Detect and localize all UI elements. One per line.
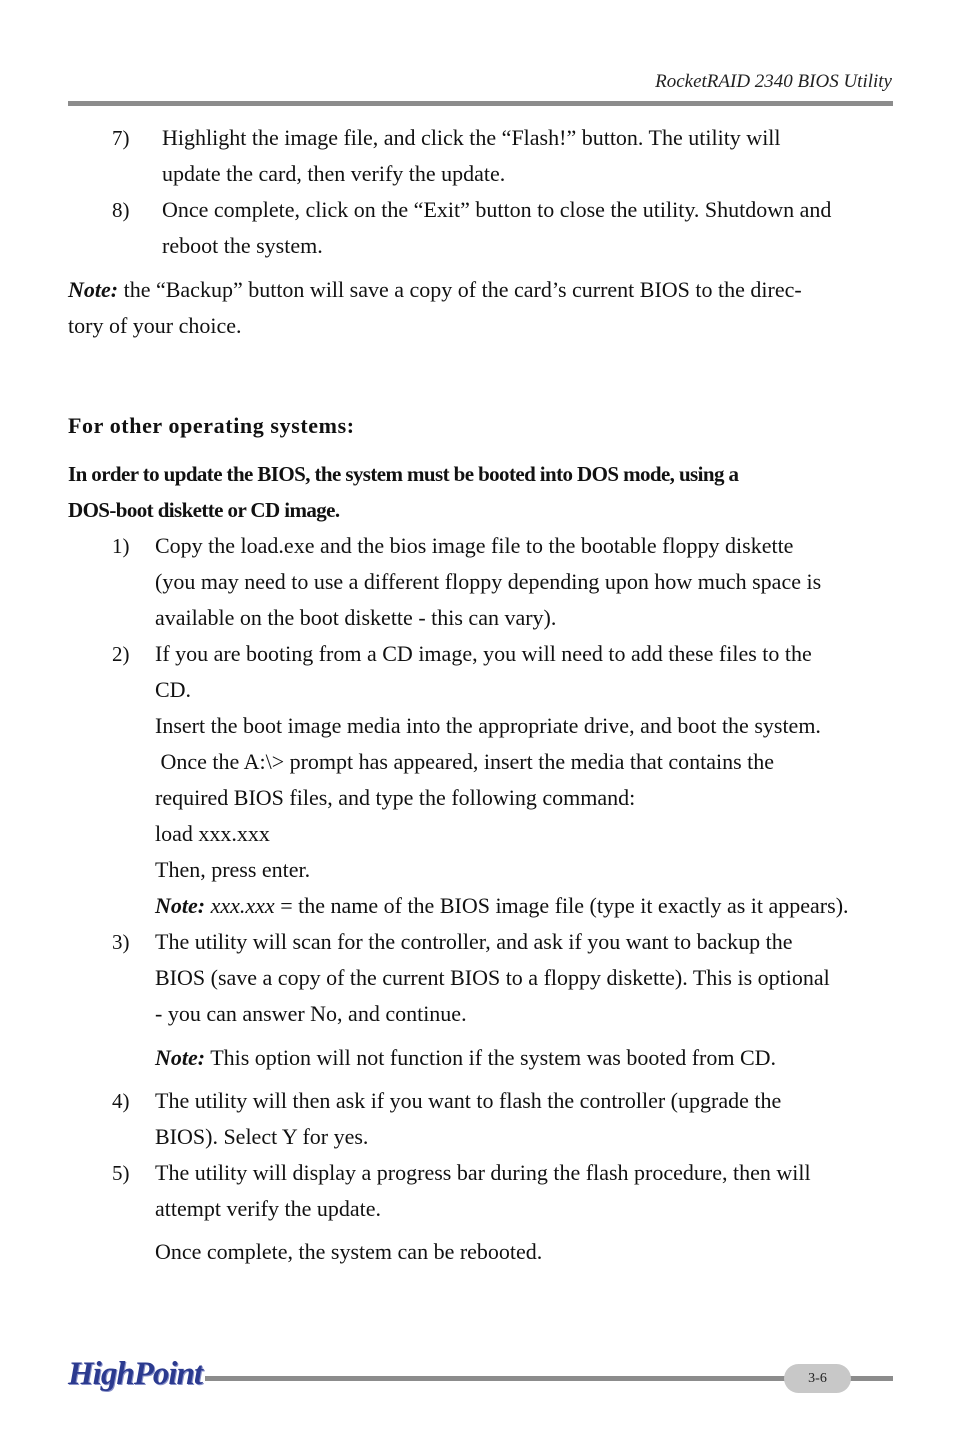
step-number-2: 2) bbox=[112, 642, 130, 666]
step-1-line-3: available on the boot diskette - this can vary). bbox=[155, 605, 557, 630]
list-number-8: 8) bbox=[112, 198, 130, 222]
step-2-line-2: CD. bbox=[155, 677, 192, 702]
step-number-4: 4) bbox=[112, 1089, 130, 1113]
step-2-line-4: Once the A:\> prompt has appeared, insert the media that contains the bbox=[155, 749, 775, 774]
step-4-line-1: The utility will then ask if you want to flash the controller (upgrade the bbox=[155, 1088, 782, 1113]
step-1-line-1: Copy the load.exe and the bios image file to the bootable floppy diskette bbox=[155, 533, 794, 558]
note-paragraph-line-2: tory of your choice. bbox=[68, 313, 242, 338]
note-text: This option will not function if the system was booted from CD. bbox=[205, 1045, 777, 1070]
list-item-7-line-2: update the card, then verify the update. bbox=[162, 161, 506, 186]
step-5-after: Once complete, the system can be rebooted. bbox=[155, 1239, 543, 1264]
page-number: 3-6 bbox=[784, 1364, 851, 1393]
step-5-line-2: attempt verify the update. bbox=[155, 1196, 382, 1221]
list-item-7-line-1: Highlight the image file, and click the “Flash!” button. The utility will bbox=[162, 125, 781, 150]
step-2-line-3: Insert the boot image media into the appropriate drive, and boot the system. bbox=[155, 713, 821, 738]
command-text: load xxx.xxx bbox=[155, 821, 270, 846]
step-1-line-2: (you may need to use a different floppy depending upon how much space is bbox=[155, 569, 822, 594]
header-rule bbox=[68, 101, 893, 106]
step-3-note bbox=[155, 1040, 776, 1076]
step-2-line-5: required BIOS files, and type the following command: bbox=[155, 785, 636, 810]
step-number-1: 1) bbox=[112, 534, 130, 558]
note-code: xxx.xxx bbox=[205, 893, 275, 918]
note-text: the “Backup” button will save a copy of the card’s current BIOS to the direc- bbox=[118, 277, 802, 302]
note-text: = the name of the BIOS image file (type it exactly as it appears). bbox=[274, 893, 849, 918]
step-3-line-1: The utility will scan for the controller, and ask if you want to backup the bbox=[155, 929, 793, 954]
note-label: Note: bbox=[155, 1045, 206, 1070]
step-3-line-2: BIOS (save a copy of the current BIOS to a floppy diskette). This is optional bbox=[155, 965, 830, 990]
step-3-line-3: - you can answer No, and continue. bbox=[155, 1001, 467, 1026]
section-heading: For other operating systems: bbox=[68, 413, 355, 438]
list-item-8-line-2: reboot the system. bbox=[162, 233, 323, 258]
intro-line-1: In order to update the BIOS, the system must be booted into DOS mode, using a bbox=[68, 462, 739, 486]
list-number-7: 7) bbox=[112, 126, 130, 150]
step-4-line-2: BIOS). Select Y for yes. bbox=[155, 1124, 369, 1149]
list-item-8-line-1: Once complete, click on the “Exit” button to close the utility. Shutdown and bbox=[162, 197, 832, 222]
note-paragraph-line-1 bbox=[68, 272, 802, 308]
step-5-line-1: The utility will display a progress bar during the flash procedure, then will bbox=[155, 1160, 811, 1185]
note-label: Note: bbox=[68, 277, 119, 302]
note-label: Note: bbox=[155, 893, 206, 918]
highpoint-logo: HighPoint bbox=[68, 1356, 203, 1392]
intro-line-2: DOS-boot diskette or CD image. bbox=[68, 498, 340, 522]
step-number-5: 5) bbox=[112, 1161, 130, 1185]
step-number-3: 3) bbox=[112, 930, 130, 954]
step-2-line-7: Then, press enter. bbox=[155, 857, 311, 882]
running-header-title: RocketRAID 2340 BIOS Utility bbox=[655, 71, 892, 92]
step-2-line-1: If you are booting from a CD image, you will need to add these files to the bbox=[155, 641, 812, 666]
step-2-note bbox=[155, 888, 849, 924]
